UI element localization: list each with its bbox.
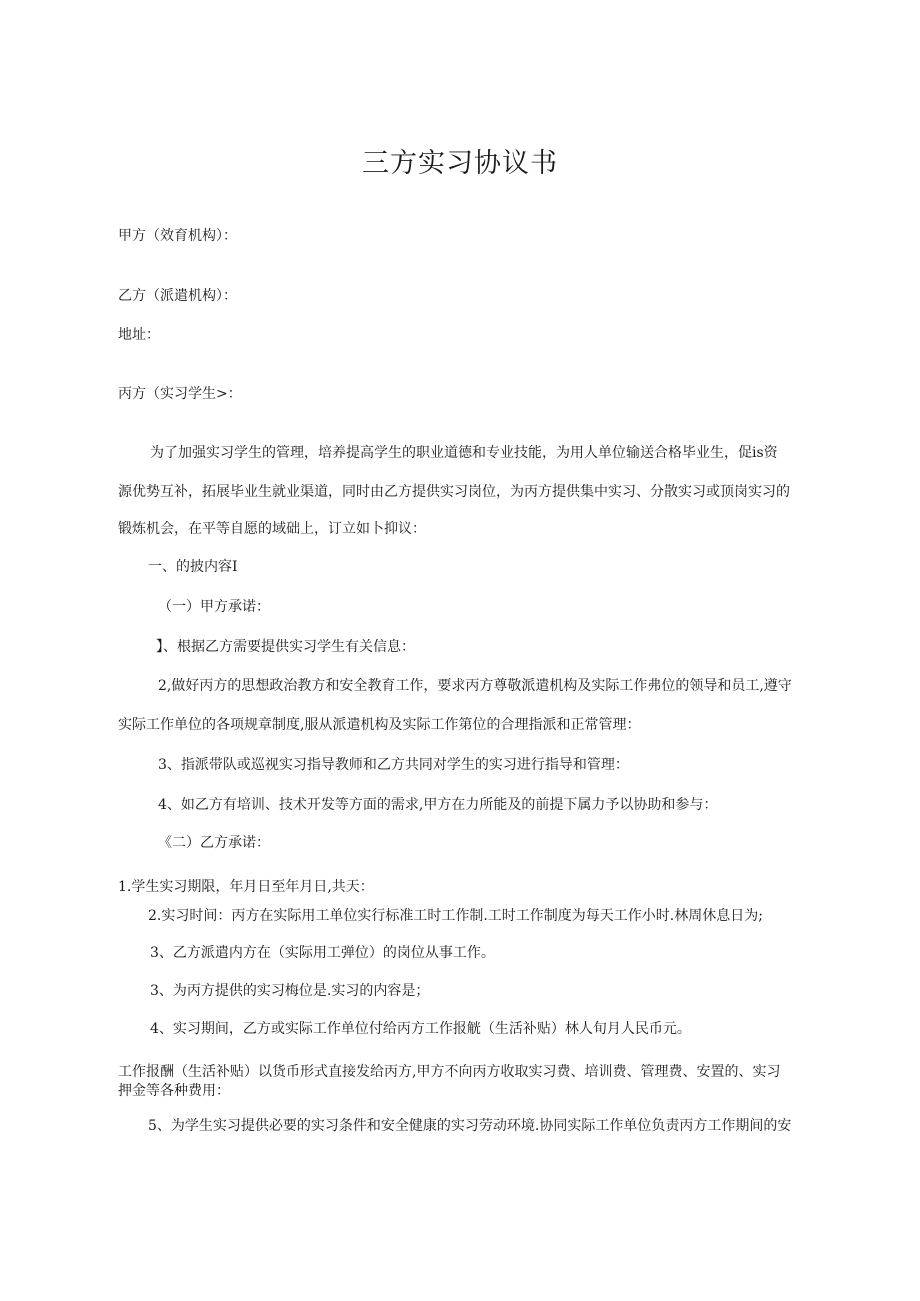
party-b-commitments-heading: 《二）乙方承诺： — [158, 835, 270, 851]
section-1-heading: 一、的披内容I — [148, 559, 238, 575]
party-a-item-1: 】、根据乙方需要提供实习学生有关信息： — [156, 639, 415, 655]
party-b-label: 乙方（派遣机构）： — [118, 288, 237, 304]
party-a-item-2-line-2: 实际工作单位的各项规章制度,服从派遣机构及实际工作第位的合理指派和正常管理： — [118, 717, 641, 733]
compensation-note-line-1: 工作报酬（生活补贴）以货币形式直接发给丙方,甲方不向丙方收取实习费、培训费、管理费、安置的、实习 — [118, 1064, 781, 1080]
compensation-note-line-2: 押金等各种费用： — [118, 1083, 230, 1099]
intro-line-1: 为了加强实习学生的管理，培养提高学生的职业道德和专业技能，为用人单位输送合格毕业生，促is资 — [150, 445, 778, 461]
address-label: 地址： — [118, 327, 160, 343]
intro-line-2: 源优势互补，拓展毕业生就业渠道，同时由乙方提供实习岗位，为丙方提供集中实习、分散实习或顶岗实习的 — [118, 484, 790, 500]
party-b-item-4: 4、实习期间，乙方或实际工作单位付给丙方工作报觥（生活补贴）林人旬月人民币元。 — [150, 1021, 691, 1037]
party-b-item-1: 1.学生实习期限，年月日至年月日,共天： — [118, 879, 374, 895]
party-a-item-3: 3、指派带队或巡视实习指导教师和乙方共同对学生的实习进行指导和管理： — [158, 757, 629, 773]
party-a-item-4: 4、如乙方有培训、技术开发等方面的需求,甲方在力所能及的前提下属力予以协助和参与： — [158, 797, 718, 813]
party-b-item-3b: 3、为丙方提供的实习梅位是.实习的内容是； — [150, 983, 430, 999]
party-c-label: 丙方（实习学生>： — [118, 386, 242, 402]
intro-line-3: 锻炼机会，在平等自愿的域础上，订立如卜抑议： — [118, 521, 426, 537]
party-a-label: 甲方（效育机构）： — [118, 228, 237, 244]
party-a-item-2-line-1: 2,做好丙方的思想政治教方和安全教育工作，要求丙方尊敬派遣机构及实际工作弗位的领导和员工,遵守 — [158, 678, 792, 694]
party-b-item-5: 5、为学生实习提供必要的实习条件和安全健康的实习劳动环境.协同实际工作单位负责丙方工作期间的安 — [148, 1118, 792, 1134]
party-a-commitments-heading: （一）甲方承诺： — [158, 599, 270, 615]
party-b-item-3a: 3、乙方派遣内方在（实际用工弹位）的岗位从事工作。 — [150, 945, 495, 961]
party-b-item-2: 2.实习时间：丙方在实际用工单位实行标准工时工作制.工时工作制度为每天工作小时.林周休息日为; — [148, 908, 763, 924]
document-title: 三方实习协议书 — [362, 148, 558, 179]
